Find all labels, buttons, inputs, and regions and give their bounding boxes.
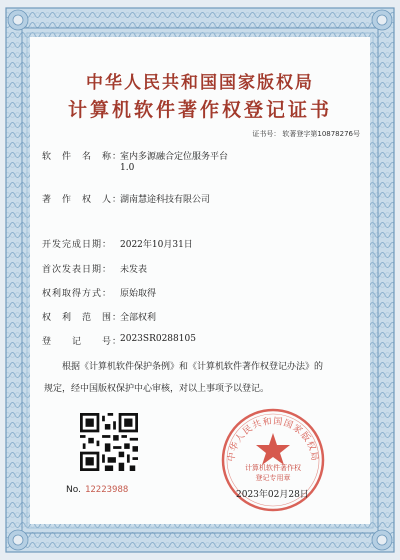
statement-line-1: 根据《计算机软件保护条例》和《计算机软件著作权登记办法》的 [62, 362, 324, 372]
certificate-title: 计算机软件著作权登记证书 [67, 99, 332, 121]
statement-line-2: 规定，经中国版权保护中心审核，对以上事项予以登记。 [44, 384, 270, 394]
development-date-value: 2022年10月31日 [120, 240, 193, 250]
certificate-number-label: 证书号： [252, 130, 281, 138]
serial-number-label: No. [66, 485, 81, 495]
publication-date-value: 未发表 [120, 265, 148, 275]
seal-arc-text: 中华人民共和国国家版权局 [226, 416, 320, 463]
registration-number-value: 2023SR0288105 [120, 334, 196, 344]
software-name-label: 软 件 名 称： [42, 152, 123, 162]
copyright-owner-label: 著 作 权 人： [42, 195, 123, 205]
rights-scope-label: 权 利 范 围： [42, 313, 123, 323]
serial-number [66, 485, 128, 495]
publication-date-label: 首次发表日期： [42, 265, 113, 275]
qr-code-icon [80, 413, 138, 471]
issuing-authority: 中华人民共和国国家版权局 [86, 73, 314, 93]
acquisition-method-value: 原始取得 [120, 289, 157, 299]
serial-number-value: 12223988 [84, 485, 129, 495]
acquisition-method-label: 权利取得方式： [42, 289, 113, 299]
issue-date: 2023年02月28日 [236, 490, 309, 500]
certificate-number-value: 软著登字第10878276号 [282, 130, 360, 138]
certificate-number [252, 129, 360, 139]
seal-inner-text [240, 463, 306, 483]
development-date-label: 开发完成日期： [42, 240, 113, 250]
seal-line-1: 计算机软件著作权 [245, 464, 301, 472]
software-version-value: 1.0 [120, 163, 135, 173]
rights-scope-value: 全部权利 [120, 313, 157, 323]
registration-number-label: 登 记 号： [42, 337, 123, 347]
software-name-value: 室内多源融合定位服务平台 [120, 152, 229, 162]
seal-line-2: 登记专用章 [255, 474, 291, 482]
copyright-owner-value: 湖南慧途科技有限公司 [120, 195, 211, 205]
